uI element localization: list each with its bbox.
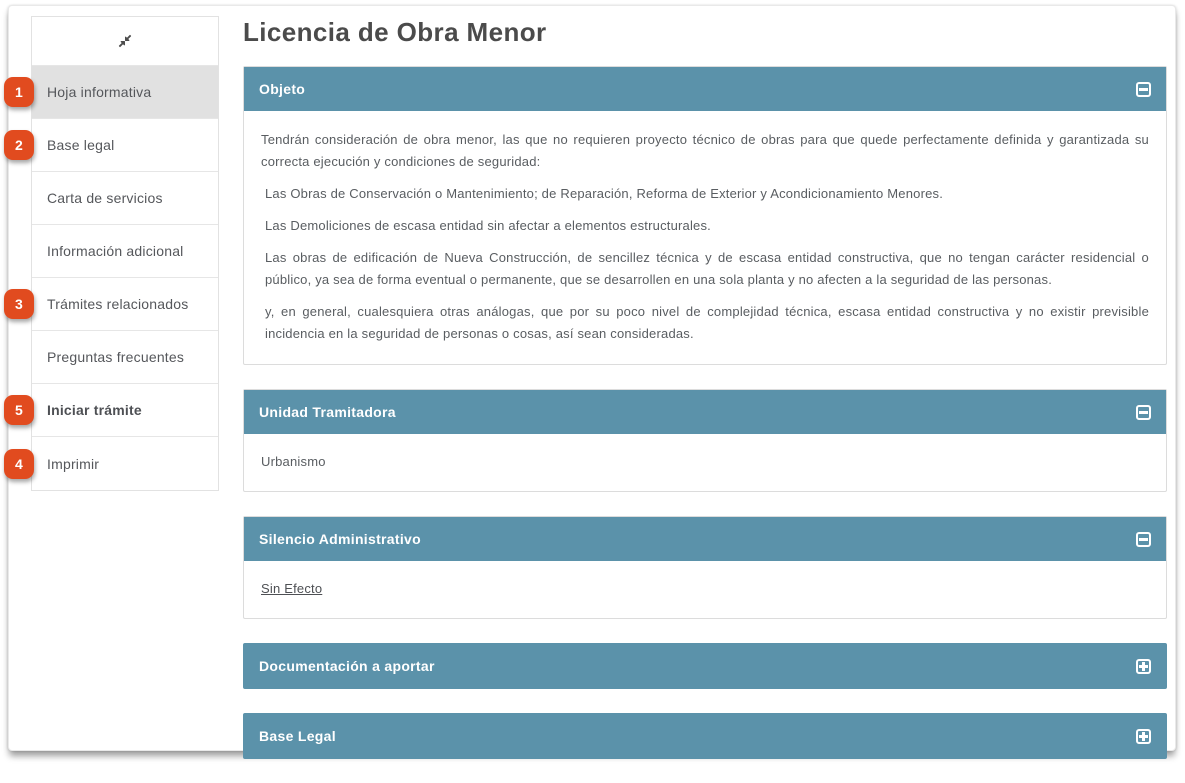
objeto-paragraph: Tendrán consideración de obra menor, las que no requieren proyecto técnico de obras para que quede perfectamente definida y garantizada su correcta ejecución y condiciones de seguridad:	[261, 132, 1149, 169]
panel-title: Base Legal	[259, 728, 336, 744]
panel-documentacion-a-aportar-header[interactable]	[244, 644, 1166, 688]
panel-objeto-header[interactable]	[244, 67, 1166, 111]
page-container	[8, 5, 1176, 751]
panel-documentacion-a-aportar	[243, 643, 1167, 689]
sidebar-item-carta-de-servicios[interactable]	[32, 172, 218, 225]
panel-unidad-tramitadora-header[interactable]	[244, 390, 1166, 434]
expand-plus-icon[interactable]	[1136, 729, 1151, 744]
sidebar-item-base-legal[interactable]	[15, 119, 218, 172]
sidebar	[15, 16, 219, 491]
collapse-minus-icon[interactable]	[1136, 405, 1151, 420]
panel-silencio-administrativo-header[interactable]	[244, 517, 1166, 561]
main-content	[243, 15, 1167, 783]
sidebar-item-label: Carta de servicios	[47, 190, 163, 206]
sidebar-collapse-button[interactable]	[32, 17, 218, 66]
panel-unidad-tramitadora	[243, 389, 1167, 492]
step-badge-3: 3	[4, 289, 34, 319]
objeto-paragraph: y, en general, cualesquiera otras análogas, que por su poco nivel de complejidad técnica, escasa entidad constructiva y no existir previsible incidencia en la seguridad de personas o cosas, así sean consideradas.	[265, 304, 1149, 341]
objeto-paragraph: Las Demoliciones de escasa entidad sin afectar a elementos estructurales.	[265, 218, 711, 233]
collapse-minus-icon[interactable]	[1136, 532, 1151, 547]
panel-objeto	[243, 66, 1167, 365]
objeto-paragraph: Las obras de edificación de Nueva Construcción, de sencillez técnica y de escasa entidad constructiva, que no tengan carácter residencial o público, ya sea de forma eventual o permanente, que se desarrollen en una sola planta y no afecten a la seguridad de las personas.	[265, 250, 1149, 287]
step-badge-1: 1	[4, 77, 34, 107]
sin-efecto-link[interactable]: Sin Efecto	[261, 581, 323, 596]
sidebar-item-label: Trámites relacionados	[47, 296, 189, 312]
panel-silencio-administrativo-body	[244, 561, 1166, 618]
panel-title: Documentación a aportar	[259, 658, 435, 674]
panel-unidad-tramitadora-body	[244, 434, 1166, 491]
compress-arrows-icon	[118, 34, 132, 48]
step-badge-5: 5	[4, 395, 34, 425]
sidebar-item-label: Base legal	[47, 137, 115, 153]
panel-silencio-administrativo	[243, 516, 1167, 619]
sidebar-item-label: Imprimir	[47, 455, 100, 472]
sidebar-item-label: Preguntas frecuentes	[47, 349, 185, 365]
panel-title: Objeto	[259, 81, 306, 97]
panel-title: Unidad Tramitadora	[259, 404, 396, 420]
unidad-tramitadora-value: Urbanismo	[261, 454, 326, 469]
sidebar-item-tramites-relacionados[interactable]	[15, 278, 218, 331]
sidebar-item-label: Iniciar trámite	[47, 402, 142, 418]
expand-plus-icon[interactable]	[1136, 659, 1151, 674]
panel-title: Silencio Administrativo	[259, 531, 421, 547]
sidebar-item-hoja-informativa[interactable]	[15, 66, 218, 119]
step-badge-4: 4	[4, 449, 34, 479]
panel-objeto-body	[244, 111, 1166, 364]
sidebar-item-informacion-adicional[interactable]	[32, 225, 218, 278]
sidebar-item-imprimir[interactable]	[15, 437, 218, 490]
objeto-paragraph: Las Obras de Conservación o Mantenimiento; de Reparación, Reforma de Exterior y Acondicionamiento Menores.	[265, 186, 944, 201]
panel-base-legal	[243, 713, 1167, 759]
panel-base-legal-header[interactable]	[244, 714, 1166, 758]
page-title: Licencia de Obra Menor	[243, 17, 547, 47]
sidebar-item-iniciar-tramite[interactable]	[15, 384, 218, 437]
collapse-minus-icon[interactable]	[1136, 82, 1151, 97]
sidebar-item-label: Hoja informativa	[47, 84, 152, 100]
step-badge-2: 2	[4, 130, 34, 160]
sidebar-item-label: Información adicional	[47, 243, 184, 259]
sidebar-item-preguntas-frecuentes[interactable]	[32, 331, 218, 384]
sidebar-menu	[15, 66, 218, 490]
